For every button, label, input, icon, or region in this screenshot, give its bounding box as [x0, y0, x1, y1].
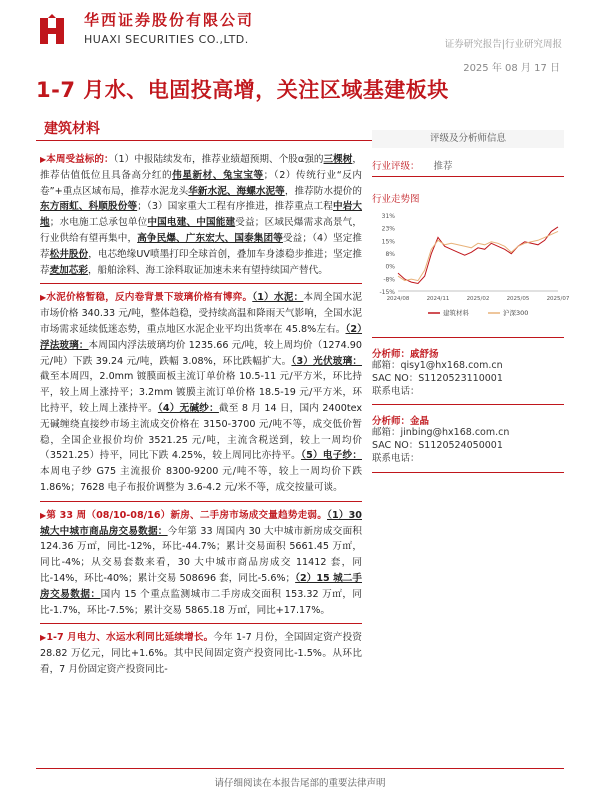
analyst-name: 分析师：戚舒扬: [372, 349, 439, 360]
analyst-phone: 联系电话：: [372, 452, 420, 464]
text: 国内 15 个重点监测城市二手房成交面积 153.32 万㎡，同比-1.7%，环比-7.5%；累计交易 5865.18 万㎡，同比+17.17%。: [40, 588, 363, 616]
legend-label: 建筑材料: [443, 309, 469, 317]
stock-highlight: 中岩大地: [40, 201, 363, 229]
text: 今年 1-7 月份，全国固定资产投资 28.82 万亿元，同比+1.6%。其中民间固定资产投资同比-1.5%。从环比看，7 月份固定资产投资同比-: [40, 632, 362, 675]
section-lead: 第 33 周（08/10-08/16）新房、二手房市场成交量趋势走弱。: [46, 509, 327, 521]
text: 截至本周四，2.0mm 镀膜面板主流订单价格 10.5-11 元/平方米，环比持平，较上周上涨持平；3.2mm 镀膜主流订单价格 18.5-19 元/平方米，环比持平，较上周上涨持平。: [40, 371, 362, 414]
rating-row: [372, 158, 564, 177]
y-tick-label: -8%: [383, 276, 395, 284]
y-tick-label: -15%: [379, 289, 395, 296]
chart-container: [372, 209, 570, 338]
text: 受益；区域民爆需求高景气，行业供给有望再集中，: [40, 217, 363, 244]
bullet-icon: ▶: [40, 293, 47, 303]
analyst-block-2: [372, 413, 564, 472]
text: ；（3）国家重大工程有序推进，推荐重点工程: [137, 201, 333, 213]
subhead: （3）光伏玻璃：: [291, 355, 362, 367]
analyst-phone: 联系电话：: [372, 385, 420, 397]
main-content: [40, 152, 362, 678]
divider: [40, 283, 362, 284]
stock-highlight: 高争民爆、广东宏大、国泰集团等: [137, 232, 283, 244]
text: （1）中报陆续发布，推荐业绩超预期、个股α强的: [113, 154, 324, 165]
x-tick-label: 2025/05: [506, 296, 530, 302]
subhead: （1）水泥：: [252, 292, 304, 304]
text: 本周全国水泥市场价格 340.33 元/吨，整体趋稳，受持续高温和降雨天气影响，全国水泥市场需求延续低迷态势，重点地区水泥企业平均出货率在 45.8%左右。: [40, 292, 363, 335]
x-tick-label: 2024/11: [426, 296, 450, 302]
stock-highlight: 三棵树: [323, 154, 353, 165]
section-materials-prices: [40, 290, 362, 495]
subhead: （2）浮法玻璃：: [40, 323, 363, 351]
subhead: （1）30 城大中城市商品房交易数据：: [40, 509, 362, 537]
y-tick-label: 23%: [381, 225, 395, 233]
stock-highlight: 麦加芯彩: [49, 264, 88, 276]
section-beneficiaries: [40, 152, 362, 278]
y-tick-label: 31%: [381, 213, 395, 220]
subhead: （2）15 城二手房交易数据：: [40, 572, 362, 600]
text: 截至 8 月 14 日，国内 2400tex 无碱缠绕直接纱市场主流成交价格在 3150-3700 元/吨不等，成交低价暂稳，全国企业报价均价 3521.25 元/吨，主流含税送到，较上一周均价（3521.25）持平，同比下跌 4.25%，较上周同比亦持平。: [40, 402, 362, 462]
footer-disclaimer: 请仔细阅读在本报告尾部的重要法律声明: [214, 778, 386, 789]
legend-label: 沪深300: [503, 309, 529, 317]
company-name-cn: 华西证券股份有限公司: [84, 11, 255, 29]
text: ；（2）传统行业“反内卷”+重点区域布局，推荐水泥龙头: [40, 169, 363, 197]
stock-highlight: 中国电建、中国能建: [147, 217, 236, 229]
report-title: 1-7 月水、电固投高增，关注区域基建板块: [36, 78, 449, 102]
huaxi-logo-icon: [36, 14, 68, 48]
chart-title: 行业走势图: [372, 194, 420, 205]
stock-highlight: 华新水泥、海螺水泥等: [188, 185, 285, 197]
stock-highlight: 东方雨虹、科顺股份等: [40, 201, 138, 213]
section-lead: 1-7 月电力、水运水利同比延续增长。: [46, 632, 214, 644]
series-line-2: [398, 231, 558, 280]
analyst-email[interactable]: 邮箱：qisy1@hx168.com.cn: [372, 360, 503, 371]
stock-highlight: 伟星新材、兔宝宝等: [172, 169, 264, 181]
text: ，船舶涂料、海工涂料取证加速未来有望持续国产替代。: [87, 264, 328, 276]
text: 本周电子纱 G75 主流报价 8300-9200 元/吨不等，较上一周均价下跌 1.86%；7628 电子布报价调整为 3.6-4.2 元/米不等，成交按量可谈。: [40, 466, 362, 493]
y-tick-label: 15%: [381, 238, 395, 246]
subhead: （4）无碱纱：: [157, 402, 219, 414]
company-name-en: HUAXI SECURITIES CO.,LTD.: [84, 33, 249, 46]
bullet-icon: ▶: [40, 633, 47, 643]
text: ，推荐估值低位且具备高分红的: [40, 154, 363, 181]
analyst-sac: SAC NO：S1120524050001: [372, 440, 503, 452]
text: ，电芯绝缘UV喷墨打印全球首创，叠加车身漆稳步推进；坚定推荐: [40, 248, 363, 276]
subhead: （5）电子纱：: [301, 450, 362, 462]
text: ，推荐防水提价的: [284, 185, 363, 197]
divider: [40, 623, 362, 624]
y-tick-label: 0%: [385, 263, 395, 271]
analyst-name: 分析师：金晶: [372, 416, 430, 428]
section-housing: [40, 508, 362, 619]
sidebar: [372, 130, 570, 473]
analyst-email[interactable]: 邮箱：jinbing@hx168.com.cn: [372, 427, 510, 439]
header: [0, 0, 600, 74]
text: 本周国内浮法玻璃均价 1235.66 元/吨，较上周均价（1274.90 元/吨）下跌 39.24 元/吨，跌幅 3.08%，环比跌幅扩大。: [40, 339, 362, 367]
analyst-block-1: [372, 346, 564, 405]
industry-trend-chart: [372, 209, 570, 327]
report-date: 2025 年 08 月 17 日: [463, 63, 560, 74]
text: 受益；（4）坚定推荐: [40, 232, 363, 260]
divider: [40, 501, 362, 502]
bullet-icon: ▶: [40, 510, 47, 520]
section-investment: [40, 630, 362, 677]
x-tick-label: 2025/02: [466, 296, 490, 302]
y-tick-label: 8%: [385, 251, 395, 258]
section-lead: 本周受益标的：: [46, 154, 114, 165]
section-lead: 水泥价格暂稳，反内卷背景下玻璃价格有博弈。: [46, 292, 253, 304]
text: 今年第 33 周国内 30 大中城市新房成交面积 124.36 万㎡，同比-12%，环比-44.7%；累计交易面积 5661.45 万㎡，同比-4%；从交易套数来看，30 大中城市商品房成交 11412 套，同比-14%，环比-40%；累计交易 508696 套，同比-5.6%；: [40, 525, 363, 584]
sector-label: 建筑材料: [44, 121, 100, 137]
analyst-sac: SAC NO：S1120523110001: [372, 372, 503, 384]
panel-header: 评级及分析师信息: [372, 130, 564, 148]
footer-divider: [36, 768, 564, 769]
x-tick-label: 2024/08: [386, 296, 410, 302]
rating-label: 行业评级：: [372, 161, 420, 172]
x-tick-label: 2025/07: [546, 296, 570, 302]
report-type: 证券研究报告|行业研究周报: [444, 39, 562, 50]
bullet-icon: ▶: [40, 155, 47, 164]
stock-highlight: 松井股份: [49, 248, 89, 260]
rating-value: 推荐: [433, 161, 453, 172]
text: ；水电施工总承包单位: [49, 217, 148, 229]
